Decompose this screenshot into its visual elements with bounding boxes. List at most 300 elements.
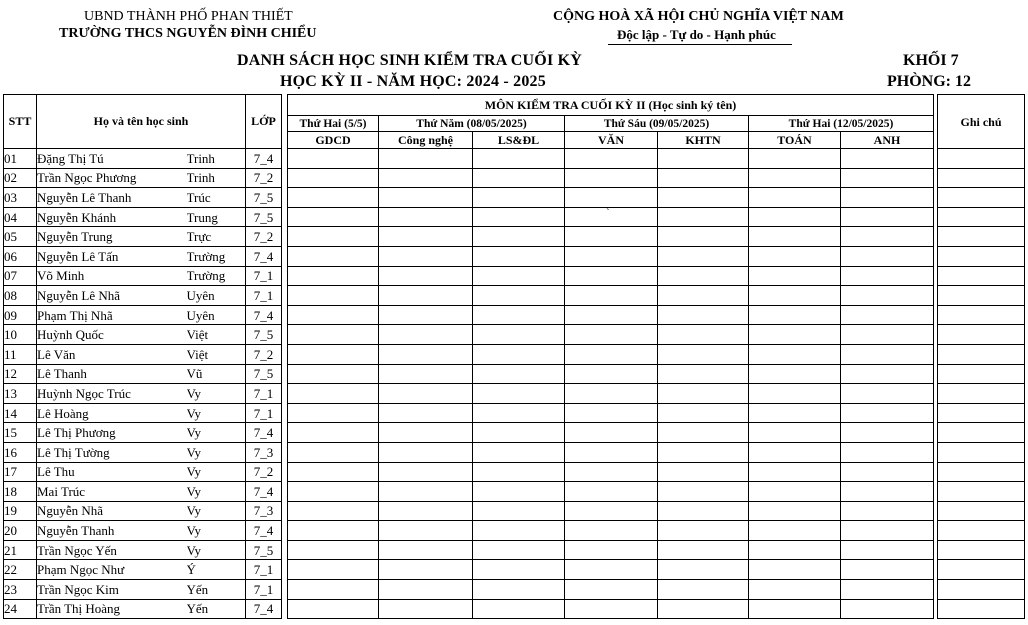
signature-cell[interactable]	[749, 149, 841, 169]
row-stt: 04	[4, 207, 37, 227]
signature-cell[interactable]	[658, 325, 749, 345]
note-cell[interactable]	[938, 364, 1025, 384]
signature-cell[interactable]	[565, 168, 658, 188]
row-class: 7_5	[246, 188, 282, 208]
row-last-name: Huỳnh Ngọc Trúc	[37, 384, 187, 404]
row-class: 7_5	[246, 540, 282, 560]
signature-cell[interactable]	[565, 266, 658, 286]
signature-cell[interactable]	[749, 325, 841, 345]
signature-cell[interactable]	[658, 227, 749, 247]
note-cell[interactable]	[938, 501, 1025, 521]
signature-cell[interactable]	[473, 188, 565, 208]
row-class: 7_1	[246, 384, 282, 404]
signature-cell[interactable]	[841, 560, 934, 580]
signature-cell[interactable]	[658, 266, 749, 286]
note-cell[interactable]	[938, 149, 1025, 169]
signature-cell[interactable]	[749, 344, 841, 364]
row-last-name: Trần Ngọc Yến	[37, 540, 187, 560]
signature-cell[interactable]	[288, 580, 379, 600]
signature-cell[interactable]	[379, 266, 473, 286]
row-first-name: Trường	[187, 266, 246, 286]
signature-cell[interactable]	[473, 286, 565, 306]
row-stt: 24	[4, 599, 37, 619]
table-row	[4, 462, 1025, 482]
signature-cell[interactable]	[841, 188, 934, 208]
row-last-name: Mai Trúc	[37, 482, 187, 502]
row-last-name: Trần Thị Hoàng	[37, 599, 187, 619]
signature-cell[interactable]	[379, 188, 473, 208]
row-class: 7_4	[246, 482, 282, 502]
row-stt: 16	[4, 442, 37, 462]
signature-cell[interactable]	[565, 462, 658, 482]
signature-cell[interactable]	[749, 246, 841, 266]
signature-cell[interactable]	[841, 305, 934, 325]
signature-cell[interactable]	[288, 149, 379, 169]
table-row	[4, 580, 1025, 600]
row-class: 7_1	[246, 580, 282, 600]
signature-cell[interactable]	[288, 266, 379, 286]
signature-cell[interactable]	[473, 168, 565, 188]
signature-cell[interactable]	[658, 344, 749, 364]
signature-cell[interactable]	[379, 580, 473, 600]
signature-cell[interactable]	[841, 325, 934, 345]
note-cell[interactable]	[938, 305, 1025, 325]
signature-cell[interactable]	[749, 227, 841, 247]
signature-cell[interactable]	[841, 246, 934, 266]
row-class: 7_5	[246, 207, 282, 227]
row-first-name: Vy	[187, 501, 246, 521]
nation-motto: Độc lập - Tự do - Hạnh phúc	[617, 27, 776, 42]
signature-cell[interactable]	[288, 423, 379, 443]
signature-cell[interactable]	[379, 423, 473, 443]
signature-cell[interactable]	[288, 246, 379, 266]
row-last-name: Lê Thanh	[37, 364, 187, 384]
signature-cell[interactable]	[473, 149, 565, 169]
row-class: 7_1	[246, 266, 282, 286]
signature-cell[interactable]	[841, 540, 934, 560]
signature-cell[interactable]	[658, 403, 749, 423]
row-class: 7_2	[246, 227, 282, 247]
signature-cell[interactable]	[473, 540, 565, 560]
signature-cell[interactable]	[749, 364, 841, 384]
note-cell[interactable]	[938, 207, 1025, 227]
signature-cell[interactable]	[841, 227, 934, 247]
row-class: 7_4	[246, 246, 282, 266]
signature-cell[interactable]	[288, 501, 379, 521]
signature-cell[interactable]	[288, 325, 379, 345]
signature-cell[interactable]	[288, 188, 379, 208]
signature-cell[interactable]	[658, 501, 749, 521]
signature-cell[interactable]	[658, 462, 749, 482]
table-row	[4, 286, 1025, 306]
signature-cell[interactable]	[473, 462, 565, 482]
table-row	[4, 501, 1025, 521]
signature-cell[interactable]	[841, 384, 934, 404]
note-cell[interactable]	[938, 266, 1025, 286]
signature-cell[interactable]	[288, 540, 379, 560]
signature-cell[interactable]	[841, 149, 934, 169]
row-stt: 21	[4, 540, 37, 560]
header-day-1: Thứ Hai (5/5)	[288, 116, 379, 132]
signature-cell[interactable]	[565, 305, 658, 325]
row-stt: 06	[4, 246, 37, 266]
signature-cell[interactable]	[288, 227, 379, 247]
table-row	[4, 227, 1025, 247]
row-last-name: Trần Ngọc Kim	[37, 580, 187, 600]
note-cell[interactable]	[938, 344, 1025, 364]
signature-cell[interactable]	[379, 501, 473, 521]
signature-cell[interactable]	[841, 403, 934, 423]
row-last-name: Nguyễn Nhã	[37, 501, 187, 521]
signature-cell[interactable]	[565, 188, 658, 208]
signature-cell[interactable]	[841, 521, 934, 541]
signature-cell[interactable]	[658, 168, 749, 188]
signature-cell[interactable]	[379, 384, 473, 404]
signature-cell[interactable]	[379, 540, 473, 560]
signature-cell[interactable]	[288, 286, 379, 306]
signature-cell[interactable]	[565, 207, 658, 227]
signature-cell[interactable]	[565, 560, 658, 580]
row-last-name: Lê Văn	[37, 344, 187, 364]
row-class: 7_1	[246, 286, 282, 306]
table-row	[4, 442, 1025, 462]
signature-cell[interactable]	[565, 325, 658, 345]
signature-cell[interactable]	[473, 344, 565, 364]
signature-cell[interactable]	[288, 560, 379, 580]
signature-cell[interactable]	[288, 442, 379, 462]
signature-cell[interactable]	[565, 246, 658, 266]
signature-cell[interactable]	[288, 364, 379, 384]
signature-cell[interactable]	[379, 442, 473, 462]
row-last-name: Lê Hoàng	[37, 403, 187, 423]
signature-cell[interactable]	[565, 442, 658, 462]
row-last-name: Lê Thu	[37, 462, 187, 482]
signature-cell[interactable]	[565, 423, 658, 443]
header-exam-group: MÔN KIỂM TRA CUỐI KỲ II (Học sinh ký tên)	[288, 95, 934, 116]
signature-cell[interactable]	[379, 364, 473, 384]
signature-cell[interactable]	[749, 462, 841, 482]
grade-label: KHỐI 7	[903, 52, 959, 69]
signature-cell[interactable]	[379, 560, 473, 580]
table-row	[4, 482, 1025, 502]
table-row	[4, 149, 1025, 169]
signature-cell[interactable]	[473, 325, 565, 345]
header-class: LỚP	[246, 95, 282, 149]
signature-cell[interactable]	[841, 423, 934, 443]
signature-cell[interactable]	[473, 207, 565, 227]
note-cell[interactable]	[938, 246, 1025, 266]
signature-cell[interactable]	[565, 482, 658, 502]
note-cell[interactable]	[938, 188, 1025, 208]
row-stt: 15	[4, 423, 37, 443]
signature-cell[interactable]	[841, 501, 934, 521]
header-stt: STT	[4, 95, 37, 149]
row-stt: 05	[4, 227, 37, 247]
signature-cell[interactable]	[749, 580, 841, 600]
table-row	[4, 403, 1025, 423]
signature-cell[interactable]	[658, 305, 749, 325]
signature-cell[interactable]	[288, 305, 379, 325]
note-cell[interactable]	[938, 227, 1025, 247]
note-cell[interactable]	[938, 325, 1025, 345]
note-cell[interactable]	[938, 580, 1025, 600]
signature-cell[interactable]	[379, 246, 473, 266]
signature-cell[interactable]	[749, 305, 841, 325]
signature-cell[interactable]	[841, 207, 934, 227]
signature-cell[interactable]	[473, 423, 565, 443]
signature-cell[interactable]	[841, 344, 934, 364]
signature-cell[interactable]	[841, 286, 934, 306]
header-subject-toan: TOÁN	[749, 132, 841, 149]
header-subject-cong-nghe: Công nghệ	[379, 132, 473, 149]
note-cell[interactable]	[938, 540, 1025, 560]
signature-cell[interactable]	[288, 462, 379, 482]
signature-cell[interactable]	[379, 521, 473, 541]
row-class: 7_4	[246, 599, 282, 619]
row-last-name: Lê Thị Tường	[37, 442, 187, 462]
signature-cell[interactable]	[473, 266, 565, 286]
signature-cell[interactable]	[749, 521, 841, 541]
table-row	[4, 168, 1025, 188]
row-class: 7_2	[246, 462, 282, 482]
signature-cell[interactable]	[749, 540, 841, 560]
signature-cell[interactable]	[379, 344, 473, 364]
signature-cell[interactable]	[658, 286, 749, 306]
row-last-name: Phạm Ngọc Như	[37, 560, 187, 580]
table-row	[4, 423, 1025, 443]
signature-cell[interactable]	[565, 521, 658, 541]
signature-cell[interactable]	[565, 149, 658, 169]
row-first-name: Vũ	[187, 364, 246, 384]
signature-cell[interactable]	[565, 227, 658, 247]
signature-cell[interactable]	[565, 384, 658, 404]
signature-cell[interactable]	[379, 403, 473, 423]
signature-cell[interactable]	[565, 580, 658, 600]
signature-cell[interactable]	[749, 266, 841, 286]
signature-cell[interactable]	[658, 580, 749, 600]
note-cell[interactable]	[938, 521, 1025, 541]
row-stt: 22	[4, 560, 37, 580]
row-first-name: Vy	[187, 403, 246, 423]
signature-cell[interactable]	[565, 364, 658, 384]
header-subject-ls-dl: LS&ĐL	[473, 132, 565, 149]
org-line-1: UBND THÀNH PHỐ PHAN THIẾT	[84, 9, 293, 24]
signature-cell[interactable]	[658, 560, 749, 580]
note-cell[interactable]	[938, 462, 1025, 482]
signature-cell[interactable]	[288, 403, 379, 423]
signature-cell[interactable]	[473, 501, 565, 521]
row-first-name: Uyên	[187, 305, 246, 325]
signature-cell[interactable]	[473, 560, 565, 580]
row-first-name: Trường	[187, 246, 246, 266]
document-subtitle: HỌC KỲ II - NĂM HỌC: 2024 - 2025	[280, 73, 546, 90]
signature-cell[interactable]	[473, 246, 565, 266]
note-cell[interactable]	[938, 423, 1025, 443]
signature-cell[interactable]	[473, 442, 565, 462]
signature-cell[interactable]	[565, 599, 658, 619]
signature-cell[interactable]	[379, 305, 473, 325]
row-class: 7_2	[246, 344, 282, 364]
row-first-name: Ý	[187, 560, 246, 580]
signature-cell[interactable]	[473, 599, 565, 619]
signature-cell[interactable]	[565, 501, 658, 521]
signature-cell[interactable]	[749, 403, 841, 423]
row-first-name: Vy	[187, 521, 246, 541]
row-stt: 13	[4, 384, 37, 404]
signature-cell[interactable]	[749, 384, 841, 404]
signature-cell[interactable]	[749, 560, 841, 580]
row-stt: 14	[4, 403, 37, 423]
signature-cell[interactable]	[658, 540, 749, 560]
signature-cell[interactable]	[841, 580, 934, 600]
row-first-name: Trinh	[187, 149, 246, 169]
signature-cell[interactable]	[473, 384, 565, 404]
row-first-name: Uyên	[187, 286, 246, 306]
signature-cell[interactable]	[288, 207, 379, 227]
row-stt: 18	[4, 482, 37, 502]
signature-cell[interactable]	[288, 168, 379, 188]
signature-cell[interactable]	[565, 344, 658, 364]
note-cell[interactable]	[938, 403, 1025, 423]
signature-cell[interactable]	[473, 227, 565, 247]
row-first-name: Yến	[187, 599, 246, 619]
signature-cell[interactable]	[473, 364, 565, 384]
table-row	[4, 188, 1025, 208]
row-first-name: Trúc	[187, 188, 246, 208]
row-last-name: Lê Thị Phương	[37, 423, 187, 443]
table-row	[4, 266, 1025, 286]
signature-cell[interactable]	[565, 286, 658, 306]
row-first-name: Vy	[187, 384, 246, 404]
signature-cell[interactable]	[658, 149, 749, 169]
header-day-3: Thứ Sáu (09/05/2025)	[565, 116, 749, 132]
signature-cell[interactable]	[749, 286, 841, 306]
signature-cell[interactable]	[288, 482, 379, 502]
note-cell[interactable]	[938, 599, 1025, 619]
header-subject-gdcd: GDCD	[288, 132, 379, 149]
stray-mark: `	[606, 207, 610, 219]
note-cell[interactable]	[938, 384, 1025, 404]
signature-cell[interactable]	[658, 599, 749, 619]
signature-cell[interactable]	[379, 599, 473, 619]
signature-cell[interactable]	[749, 442, 841, 462]
signature-cell[interactable]	[749, 599, 841, 619]
row-last-name: Huỳnh Quốc	[37, 325, 187, 345]
signature-cell[interactable]	[841, 462, 934, 482]
room-label: PHÒNG: 12	[887, 73, 971, 90]
signature-cell[interactable]	[841, 599, 934, 619]
header-name: Họ và tên học sinh	[37, 95, 246, 149]
signature-cell[interactable]	[379, 168, 473, 188]
signature-cell[interactable]	[841, 442, 934, 462]
row-first-name: Vy	[187, 462, 246, 482]
signature-cell[interactable]	[473, 580, 565, 600]
signature-cell[interactable]	[658, 384, 749, 404]
signature-cell[interactable]	[658, 207, 749, 227]
signature-cell[interactable]	[379, 149, 473, 169]
signature-cell[interactable]	[379, 462, 473, 482]
note-cell[interactable]	[938, 442, 1025, 462]
signature-cell[interactable]	[841, 168, 934, 188]
signature-cell[interactable]	[288, 521, 379, 541]
row-first-name: Vy	[187, 442, 246, 462]
row-first-name: Vy	[187, 482, 246, 502]
signature-cell[interactable]	[841, 482, 934, 502]
row-last-name: Nguyễn Lê Tấn	[37, 246, 187, 266]
signature-cell[interactable]	[288, 599, 379, 619]
table-row	[4, 207, 1025, 227]
table-row	[4, 344, 1025, 364]
row-stt: 20	[4, 521, 37, 541]
table-row	[4, 364, 1025, 384]
row-stt: 12	[4, 364, 37, 384]
signature-cell[interactable]	[658, 423, 749, 443]
signature-cell[interactable]	[749, 423, 841, 443]
signature-cell[interactable]	[749, 482, 841, 502]
row-stt: 11	[4, 344, 37, 364]
row-class: 7_2	[246, 168, 282, 188]
row-first-name: Việt	[187, 325, 246, 345]
row-first-name: Yến	[187, 580, 246, 600]
signature-cell[interactable]	[473, 521, 565, 541]
signature-cell[interactable]	[658, 482, 749, 502]
signature-cell[interactable]	[658, 246, 749, 266]
row-last-name: Nguyễn Thanh	[37, 521, 187, 541]
signature-cell[interactable]	[473, 482, 565, 502]
signature-cell[interactable]	[288, 344, 379, 364]
header-day-4: Thứ Hai (12/05/2025)	[749, 116, 934, 132]
signature-cell[interactable]	[379, 325, 473, 345]
note-cell[interactable]	[938, 286, 1025, 306]
signature-cell[interactable]	[565, 540, 658, 560]
signature-cell[interactable]	[749, 188, 841, 208]
row-stt: 03	[4, 188, 37, 208]
row-class: 7_1	[246, 403, 282, 423]
signature-cell[interactable]	[379, 482, 473, 502]
note-cell[interactable]	[938, 482, 1025, 502]
signature-cell[interactable]	[841, 266, 934, 286]
signature-cell[interactable]	[749, 501, 841, 521]
signature-cell[interactable]	[749, 207, 841, 227]
table-row	[4, 384, 1025, 404]
signature-cell[interactable]	[288, 384, 379, 404]
signature-cell[interactable]	[749, 168, 841, 188]
note-cell[interactable]	[938, 168, 1025, 188]
signature-cell[interactable]	[658, 521, 749, 541]
row-last-name: Đặng Thị Tú	[37, 149, 187, 169]
signature-cell[interactable]	[658, 442, 749, 462]
table-row	[4, 325, 1025, 345]
signature-cell[interactable]	[379, 286, 473, 306]
signature-cell[interactable]	[379, 207, 473, 227]
row-stt: 08	[4, 286, 37, 306]
signature-cell[interactable]	[473, 403, 565, 423]
row-class: 7_4	[246, 521, 282, 541]
note-cell[interactable]	[938, 560, 1025, 580]
row-class: 7_4	[246, 305, 282, 325]
row-first-name: Trung	[187, 207, 246, 227]
signature-cell[interactable]	[658, 364, 749, 384]
row-class: 7_4	[246, 149, 282, 169]
row-last-name: Võ Minh	[37, 266, 187, 286]
table-row	[4, 305, 1025, 325]
signature-cell[interactable]	[658, 188, 749, 208]
signature-cell[interactable]	[565, 403, 658, 423]
signature-cell[interactable]	[841, 364, 934, 384]
signature-cell[interactable]	[379, 227, 473, 247]
signature-cell[interactable]	[473, 305, 565, 325]
row-last-name: Nguyễn Lê Nhã	[37, 286, 187, 306]
